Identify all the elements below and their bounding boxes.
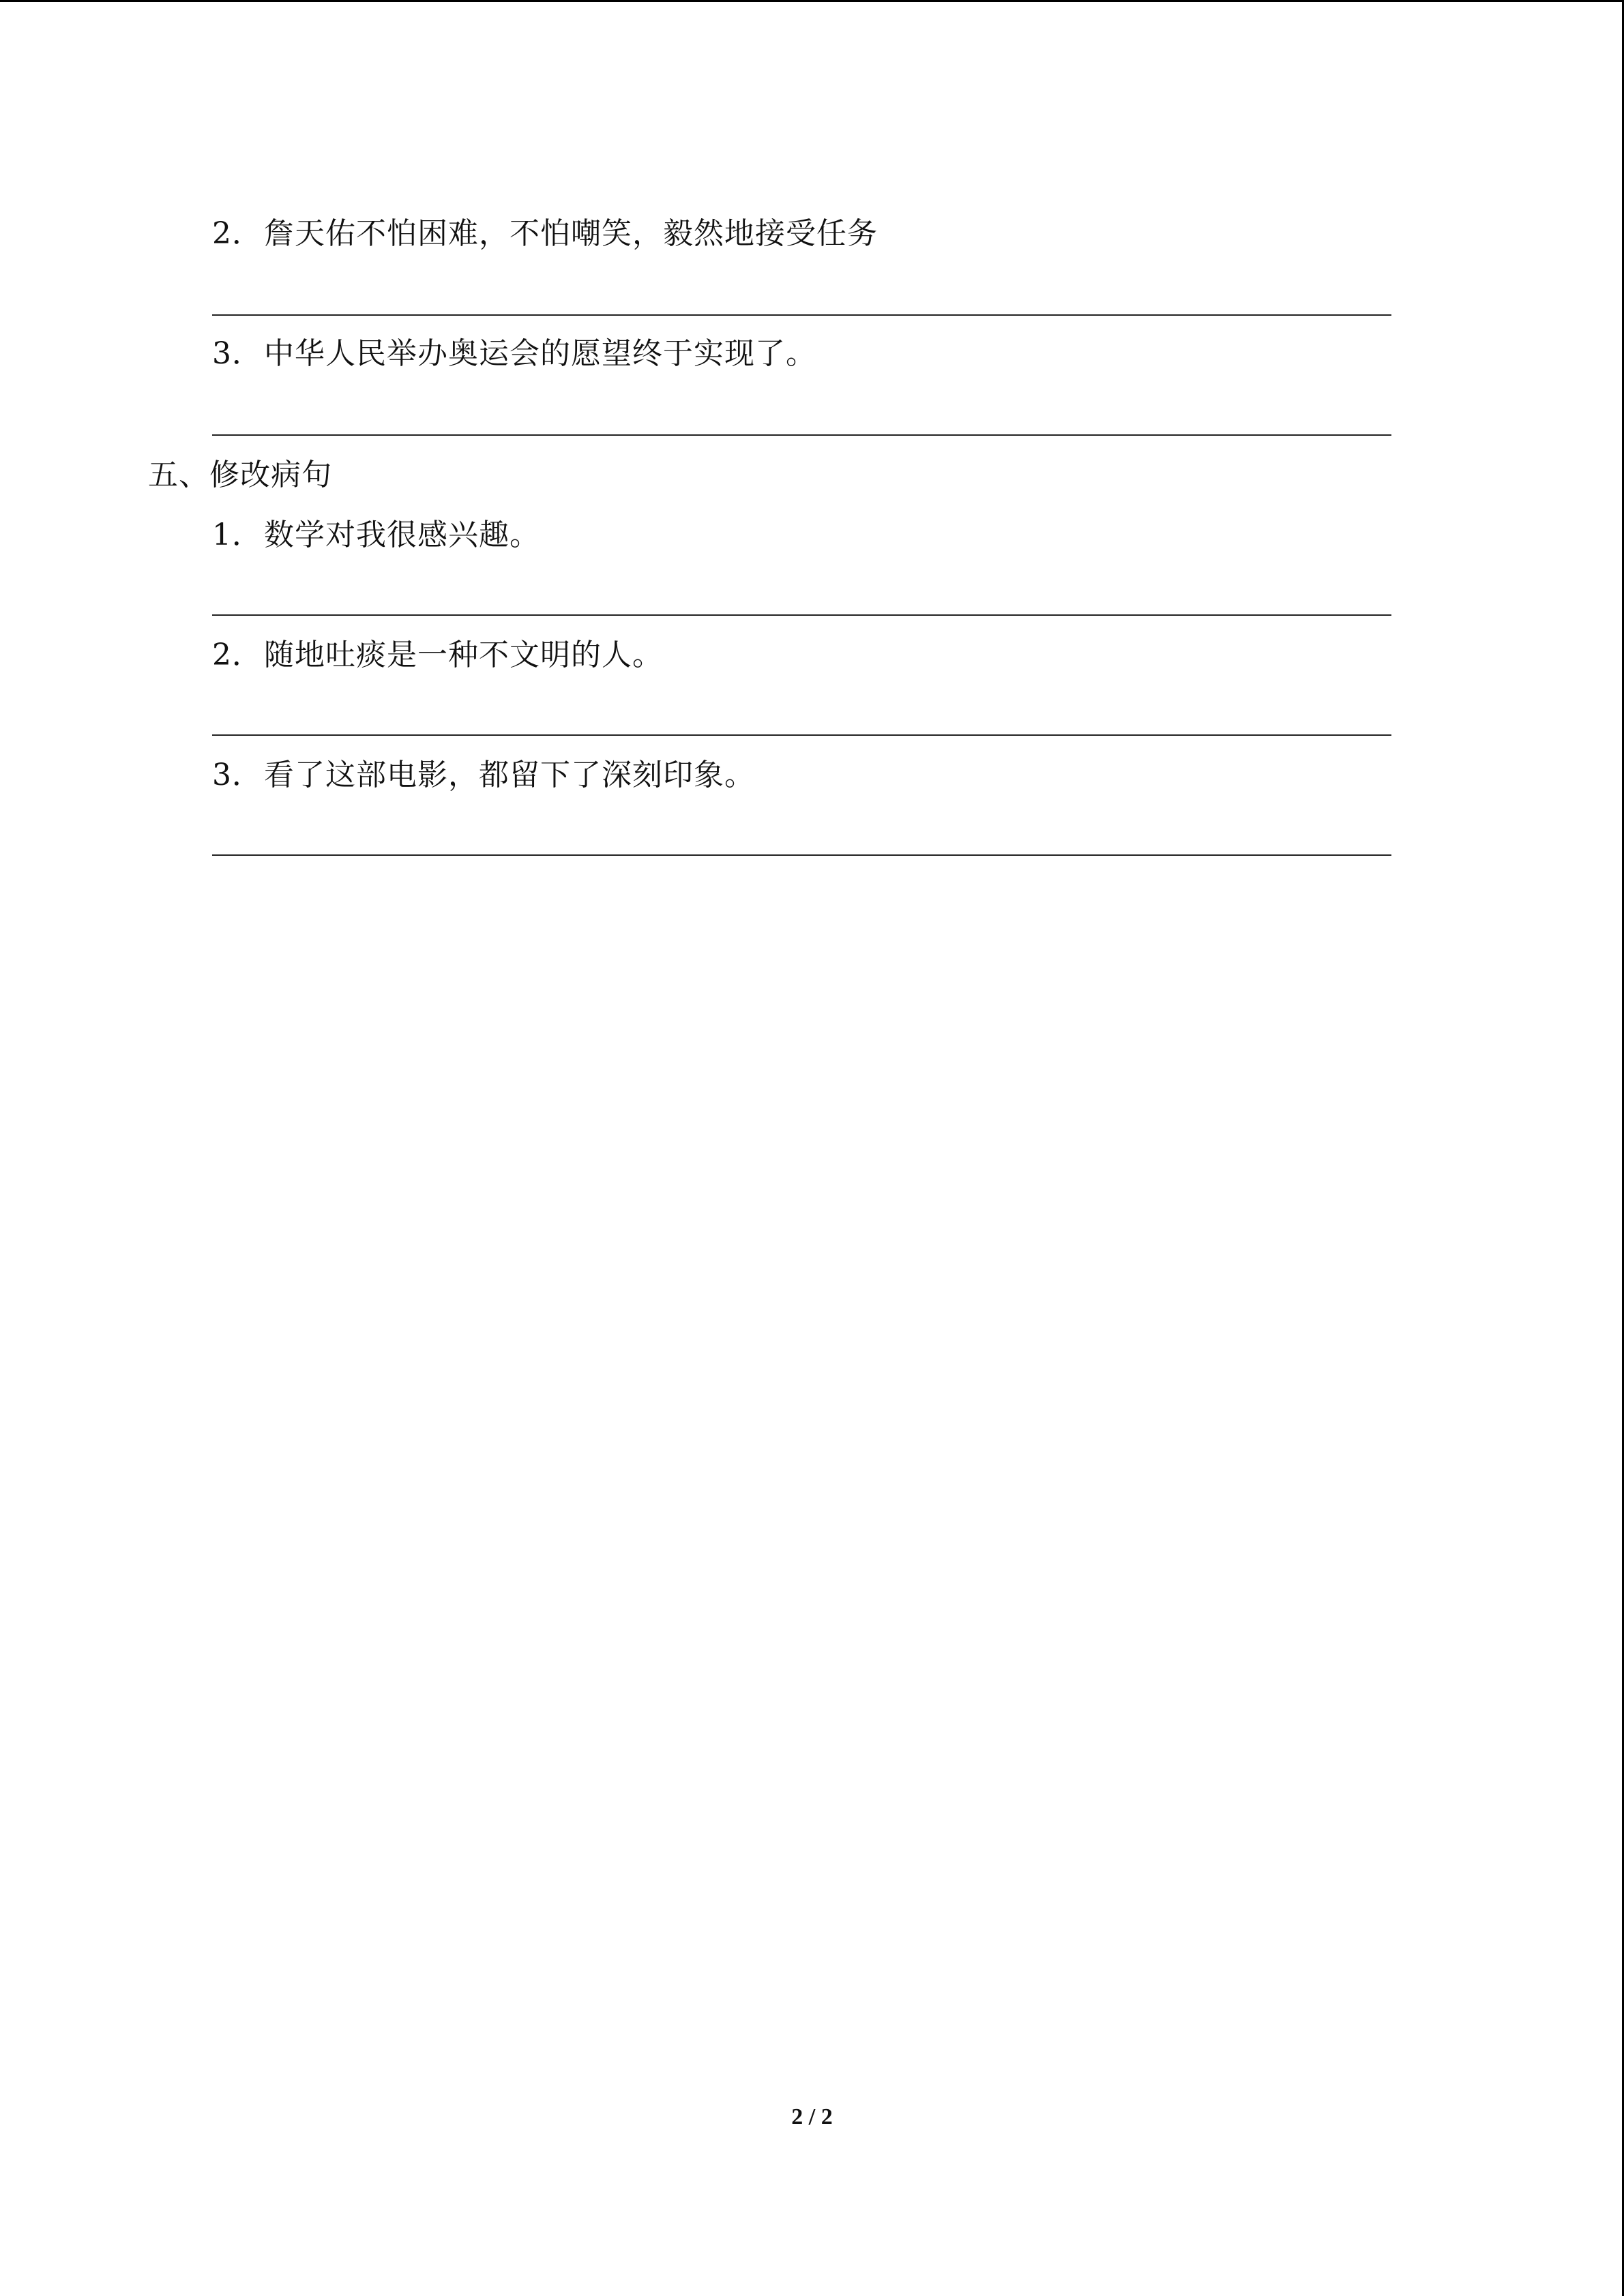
answer-line (212, 434, 1391, 436)
answer-line (212, 854, 1391, 856)
question-item-2 (212, 215, 878, 253)
answer-line (212, 314, 1391, 316)
page-number: 2 / 2 (791, 2104, 833, 2130)
question-number: 2． (212, 638, 263, 672)
question-item-3 (212, 335, 816, 373)
question-text: 看了这部电影，都留下了深刻印象。 (264, 758, 755, 792)
page-top-border (0, 0, 1624, 2)
answer-line (212, 734, 1391, 736)
question-number: 2． (212, 216, 263, 251)
question-text: 数学对我很感兴趣。 (264, 518, 540, 552)
question-item-1 (212, 516, 540, 554)
question-text: 詹天佑不怕困难，不怕嘲笑，毅然地接受任务 (264, 216, 878, 251)
question-number: 3． (212, 758, 263, 792)
question-item-3 (212, 756, 755, 794)
answer-line (212, 614, 1391, 616)
question-number: 3． (212, 336, 263, 371)
section-heading: 五、修改病句 (148, 458, 332, 492)
question-item-2 (212, 636, 663, 674)
question-number: 1． (212, 518, 263, 552)
question-text: 中华人民举办奥运会的愿望终于实现了。 (264, 336, 816, 371)
question-text: 随地吐痰是一种不文明的人。 (264, 638, 663, 672)
